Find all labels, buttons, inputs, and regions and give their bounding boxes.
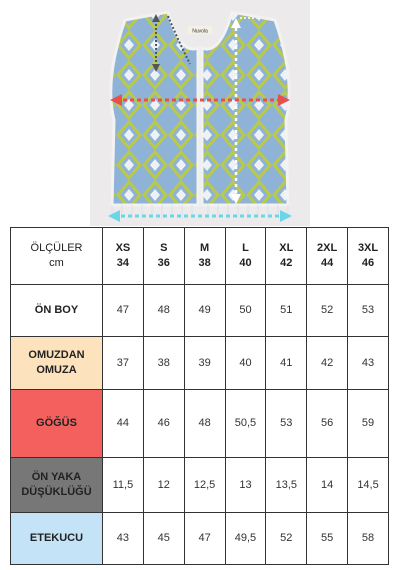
size-name: 3XL: [357, 242, 379, 255]
row-label-etekucu: [11, 513, 103, 565]
size-header-cell: [143, 228, 184, 285]
value-cell: 37: [103, 337, 144, 390]
size-header-cell: [103, 228, 144, 285]
row-label-text: OMUZDAN: [28, 349, 85, 362]
size-name: XS: [115, 242, 131, 255]
value-cell: 47: [103, 285, 144, 337]
size-name: L: [242, 242, 249, 255]
size-header-cell: [266, 228, 307, 285]
row-label-text: GÖĞÜS: [36, 417, 77, 430]
value-cell: 42: [307, 337, 348, 390]
value-cell: 45: [143, 513, 184, 565]
size-number: 34: [116, 257, 130, 269]
value-cell: 56: [307, 390, 348, 458]
size-name: XL: [279, 242, 294, 255]
value-cell: 41: [266, 337, 307, 390]
value-cell: 50,5: [225, 390, 266, 458]
size-number: 42: [280, 257, 293, 269]
row-label-text: ETEKUCU: [29, 532, 84, 545]
value-cell: 49: [184, 285, 225, 337]
value-cell: 52: [266, 513, 307, 565]
value-cell: 48: [184, 390, 225, 458]
value-cell: 39: [184, 337, 225, 390]
value-cell: 59: [348, 390, 389, 458]
value-cell: 49,5: [225, 513, 266, 565]
size-header-cell: [184, 228, 225, 285]
size-number: 36: [157, 257, 170, 269]
row-label-text-line2: OMUZA: [36, 364, 77, 376]
measurements-header-title: ÖLÇÜLER: [30, 242, 83, 255]
size-chart-table: [10, 227, 389, 565]
size-number: 46: [361, 257, 375, 269]
row-label-on-yaka-dusuklugu: [11, 458, 103, 513]
value-cell: 38: [143, 337, 184, 390]
row-label-text-line2: DÜŞÜKLÜĞÜ: [21, 486, 92, 498]
value-cell: 43: [348, 337, 389, 390]
table-row: [11, 513, 389, 565]
denim-vest-icon: [90, 0, 310, 226]
row-label-text: ÖN YAKA: [31, 471, 82, 484]
value-cell: 11,5: [103, 458, 144, 513]
value-cell: 14,5: [348, 458, 389, 513]
size-name: S: [160, 242, 168, 255]
value-cell: 55: [307, 513, 348, 565]
size-number: 40: [239, 257, 252, 269]
row-label-omuzdan-omuza: [11, 337, 103, 390]
size-name: M: [200, 242, 210, 255]
vest-right-panel: [202, 12, 289, 205]
row-label-text: ÖN BOY: [34, 304, 79, 317]
size-header-cell: [307, 228, 348, 285]
value-cell: 13: [225, 458, 266, 513]
row-label-on-boy: [11, 285, 103, 337]
value-cell: 52: [307, 285, 348, 337]
measurements-header-unit: cm: [49, 257, 64, 269]
value-cell: 43: [103, 513, 144, 565]
value-cell: 13,5: [266, 458, 307, 513]
table-row: [11, 337, 389, 390]
value-cell: 40: [225, 337, 266, 390]
size-header-cell: [348, 228, 389, 285]
value-cell: 51: [266, 285, 307, 337]
brand-label-text: Nuvola: [192, 28, 208, 35]
value-cell: 12,5: [184, 458, 225, 513]
value-cell: 50: [225, 285, 266, 337]
value-cell: 14: [307, 458, 348, 513]
measurements-header-cell: [11, 228, 103, 285]
product-photo: [90, 0, 310, 226]
vest-left-panel: [111, 12, 198, 205]
value-cell: 46: [143, 390, 184, 458]
value-cell: 44: [103, 390, 144, 458]
size-name: 2XL: [317, 242, 338, 255]
size-header-row: [11, 228, 389, 285]
table-row: [11, 285, 389, 337]
value-cell: 58: [348, 513, 389, 565]
value-cell: 53: [348, 285, 389, 337]
value-cell: 47: [184, 513, 225, 565]
value-cell: 48: [143, 285, 184, 337]
size-number: 44: [321, 257, 334, 269]
row-label-gogus: [11, 390, 103, 458]
table-row: [11, 458, 389, 513]
size-header-cell: [225, 228, 266, 285]
value-cell: 53: [266, 390, 307, 458]
size-number: 38: [198, 257, 211, 269]
table-row: [11, 390, 389, 458]
value-cell: 12: [143, 458, 184, 513]
